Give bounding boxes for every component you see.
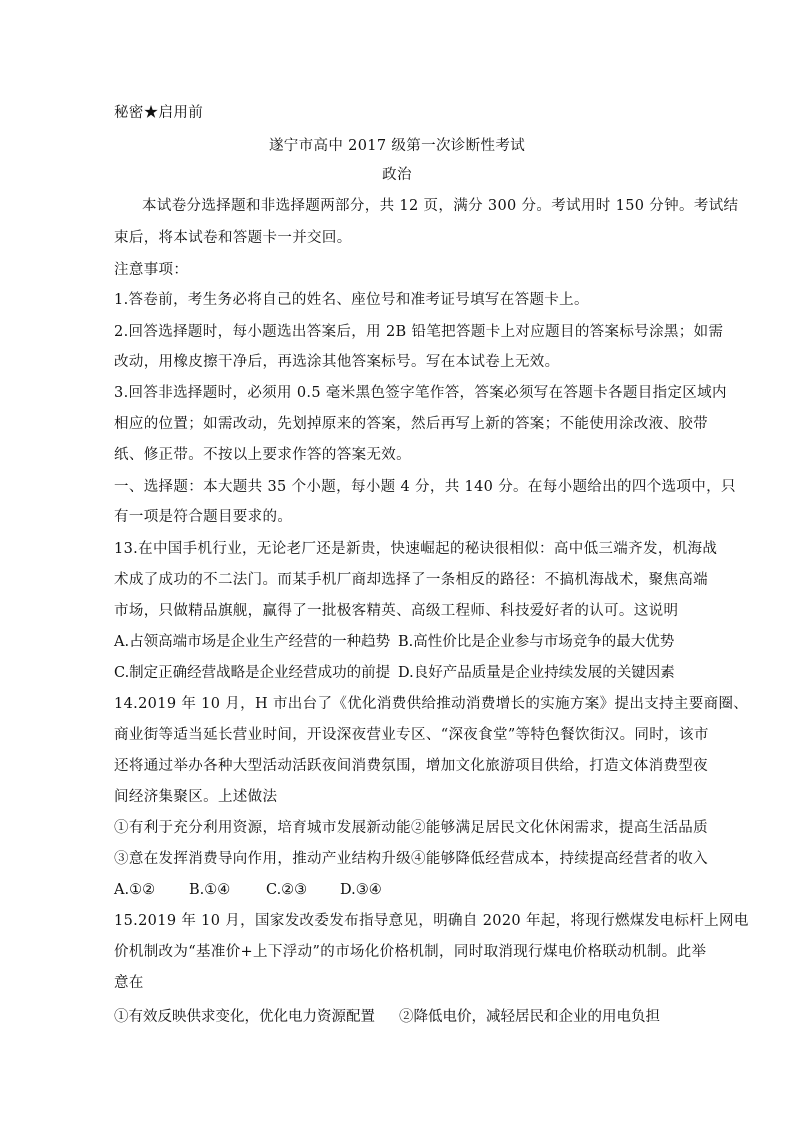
section-heading-line-1: 一、选择题：本大题共 35 个小题，每小题 4 分，共 140 分。在每小题给出的四个选项中，只 (114, 479, 736, 495)
note-3-line-1: 3.回答非选择题时，必须用 0.5 毫米黑色签字笔作答，答案必须写在答题卡各题目指定区域内 (114, 385, 727, 401)
q14-stem-line-4: 间经济集聚区。上述做法 (114, 789, 278, 805)
q14-option-d: D.③④ (340, 882, 382, 898)
q15-stem-line-1: 15.2019 年 10 月，国家发改委发布指导意见，明确自 2020 年起，将现行燃煤发电标杆上网电 (114, 913, 749, 929)
q13-option-c: C.制定正确经营战略是企业经营成功的前提 (114, 665, 391, 681)
note-2-line-2: 改动，用橡皮擦干净后，再选涂其他答案标号。写在本试卷上无效。 (114, 354, 560, 370)
q14-option-b: B.①④ (189, 882, 231, 898)
q13-stem-line-1: 13.在中国手机行业，无论老厂还是新贵，快速崛起的秘诀很相似：高中低三端齐发，机海战 (114, 541, 718, 557)
note-2-line-1: 2.回答选择题时，每小题选出答案后，用 2B 铅笔把答题卡上对应题目的答案标号涂黑；如需 (114, 324, 724, 340)
note-1: 1.答卷前，考生务必将自己的姓名、座位号和准考证号填写在答题卡上。 (114, 292, 589, 308)
q14-statements-2: ③意在发挥消费导向作用，推动产业结构升级④能够降低经营成本，持续提高经营者的收入 (114, 851, 708, 867)
note-3-line-2: 相应的位置；如需改动，先划掉原来的答案，然后再写上新的答案；不能使用涂改液、胶带 (114, 416, 708, 432)
subject-title: 政治 (382, 167, 412, 183)
q13-option-d: D.良好产品质量是企业持续发展的关键因素 (398, 665, 675, 681)
notes-heading: 注意事项： (114, 262, 189, 278)
q13-option-b: B.高性价比是企业参与市场竞争的最大优势 (398, 634, 675, 650)
q13-option-a: A.占领高端市场是企业生产经营的一种趋势 (114, 634, 391, 650)
q15-statement-2: ②降低电价，减轻居民和企业的用电负担 (399, 1009, 660, 1025)
intro-line-1: 本试卷分选择题和非选择题两部分，共 12 页，满分 300 分。考试用时 150 分钟。考试结 (142, 198, 739, 214)
q14-statements-1: ①有利于充分利用资源，培育城市发展新动能②能够满足居民文化休闲需求，提高生活品质 (114, 820, 708, 836)
q15-statement-1: ①有效反映供求变化，优化电力资源配置 (114, 1009, 375, 1025)
q15-stem-line-2: 价机制改为“基准价+上下浮动”的市场化价格机制，同时取消现行煤电价格联动机制。此举 (114, 944, 707, 960)
secret-label: 秘密★启用前 (114, 105, 204, 121)
q13-stem-line-2: 术成了成功的不二法门。而某手机厂商却选择了一条相反的路径：不搞机海战术，聚焦高端 (114, 572, 708, 588)
q14-stem-line-2: 商业街等适当延长营业时间，开设深夜营业专区、“深夜食堂”等特色餐饮街汉。同时，该市 (114, 727, 709, 743)
q14-stem-line-1: 14.2019 年 10 月，H 市出台了《优化消费供给推动消费增长的实施方案》提出支持主要商圈、 (114, 696, 749, 712)
q13-stem-line-3: 市场，只做精品旗舰，赢得了一批极客精英、高级工程师、科技爱好者的认可。这说明 (114, 603, 679, 619)
q15-stem-line-3: 意在 (114, 975, 144, 991)
intro-line-2: 束后，将本试卷和答题卡一并交回。 (114, 230, 352, 246)
section-heading-line-2: 有一项是符合题目要求的。 (114, 509, 293, 525)
q14-stem-line-3: 还将通过举办各种大型活动活跃夜间消费氛围，增加文化旅游项目供给，打造文体消费型夜 (114, 758, 708, 774)
q14-option-a: A.①② (114, 882, 156, 898)
q14-option-c: C.②③ (266, 882, 308, 898)
note-3-line-3: 纸、修正带。不按以上要求作答的答案无效。 (114, 447, 411, 463)
exam-title: 遂宁市高中 2017 级第一次诊断性考试 (268, 138, 526, 154)
